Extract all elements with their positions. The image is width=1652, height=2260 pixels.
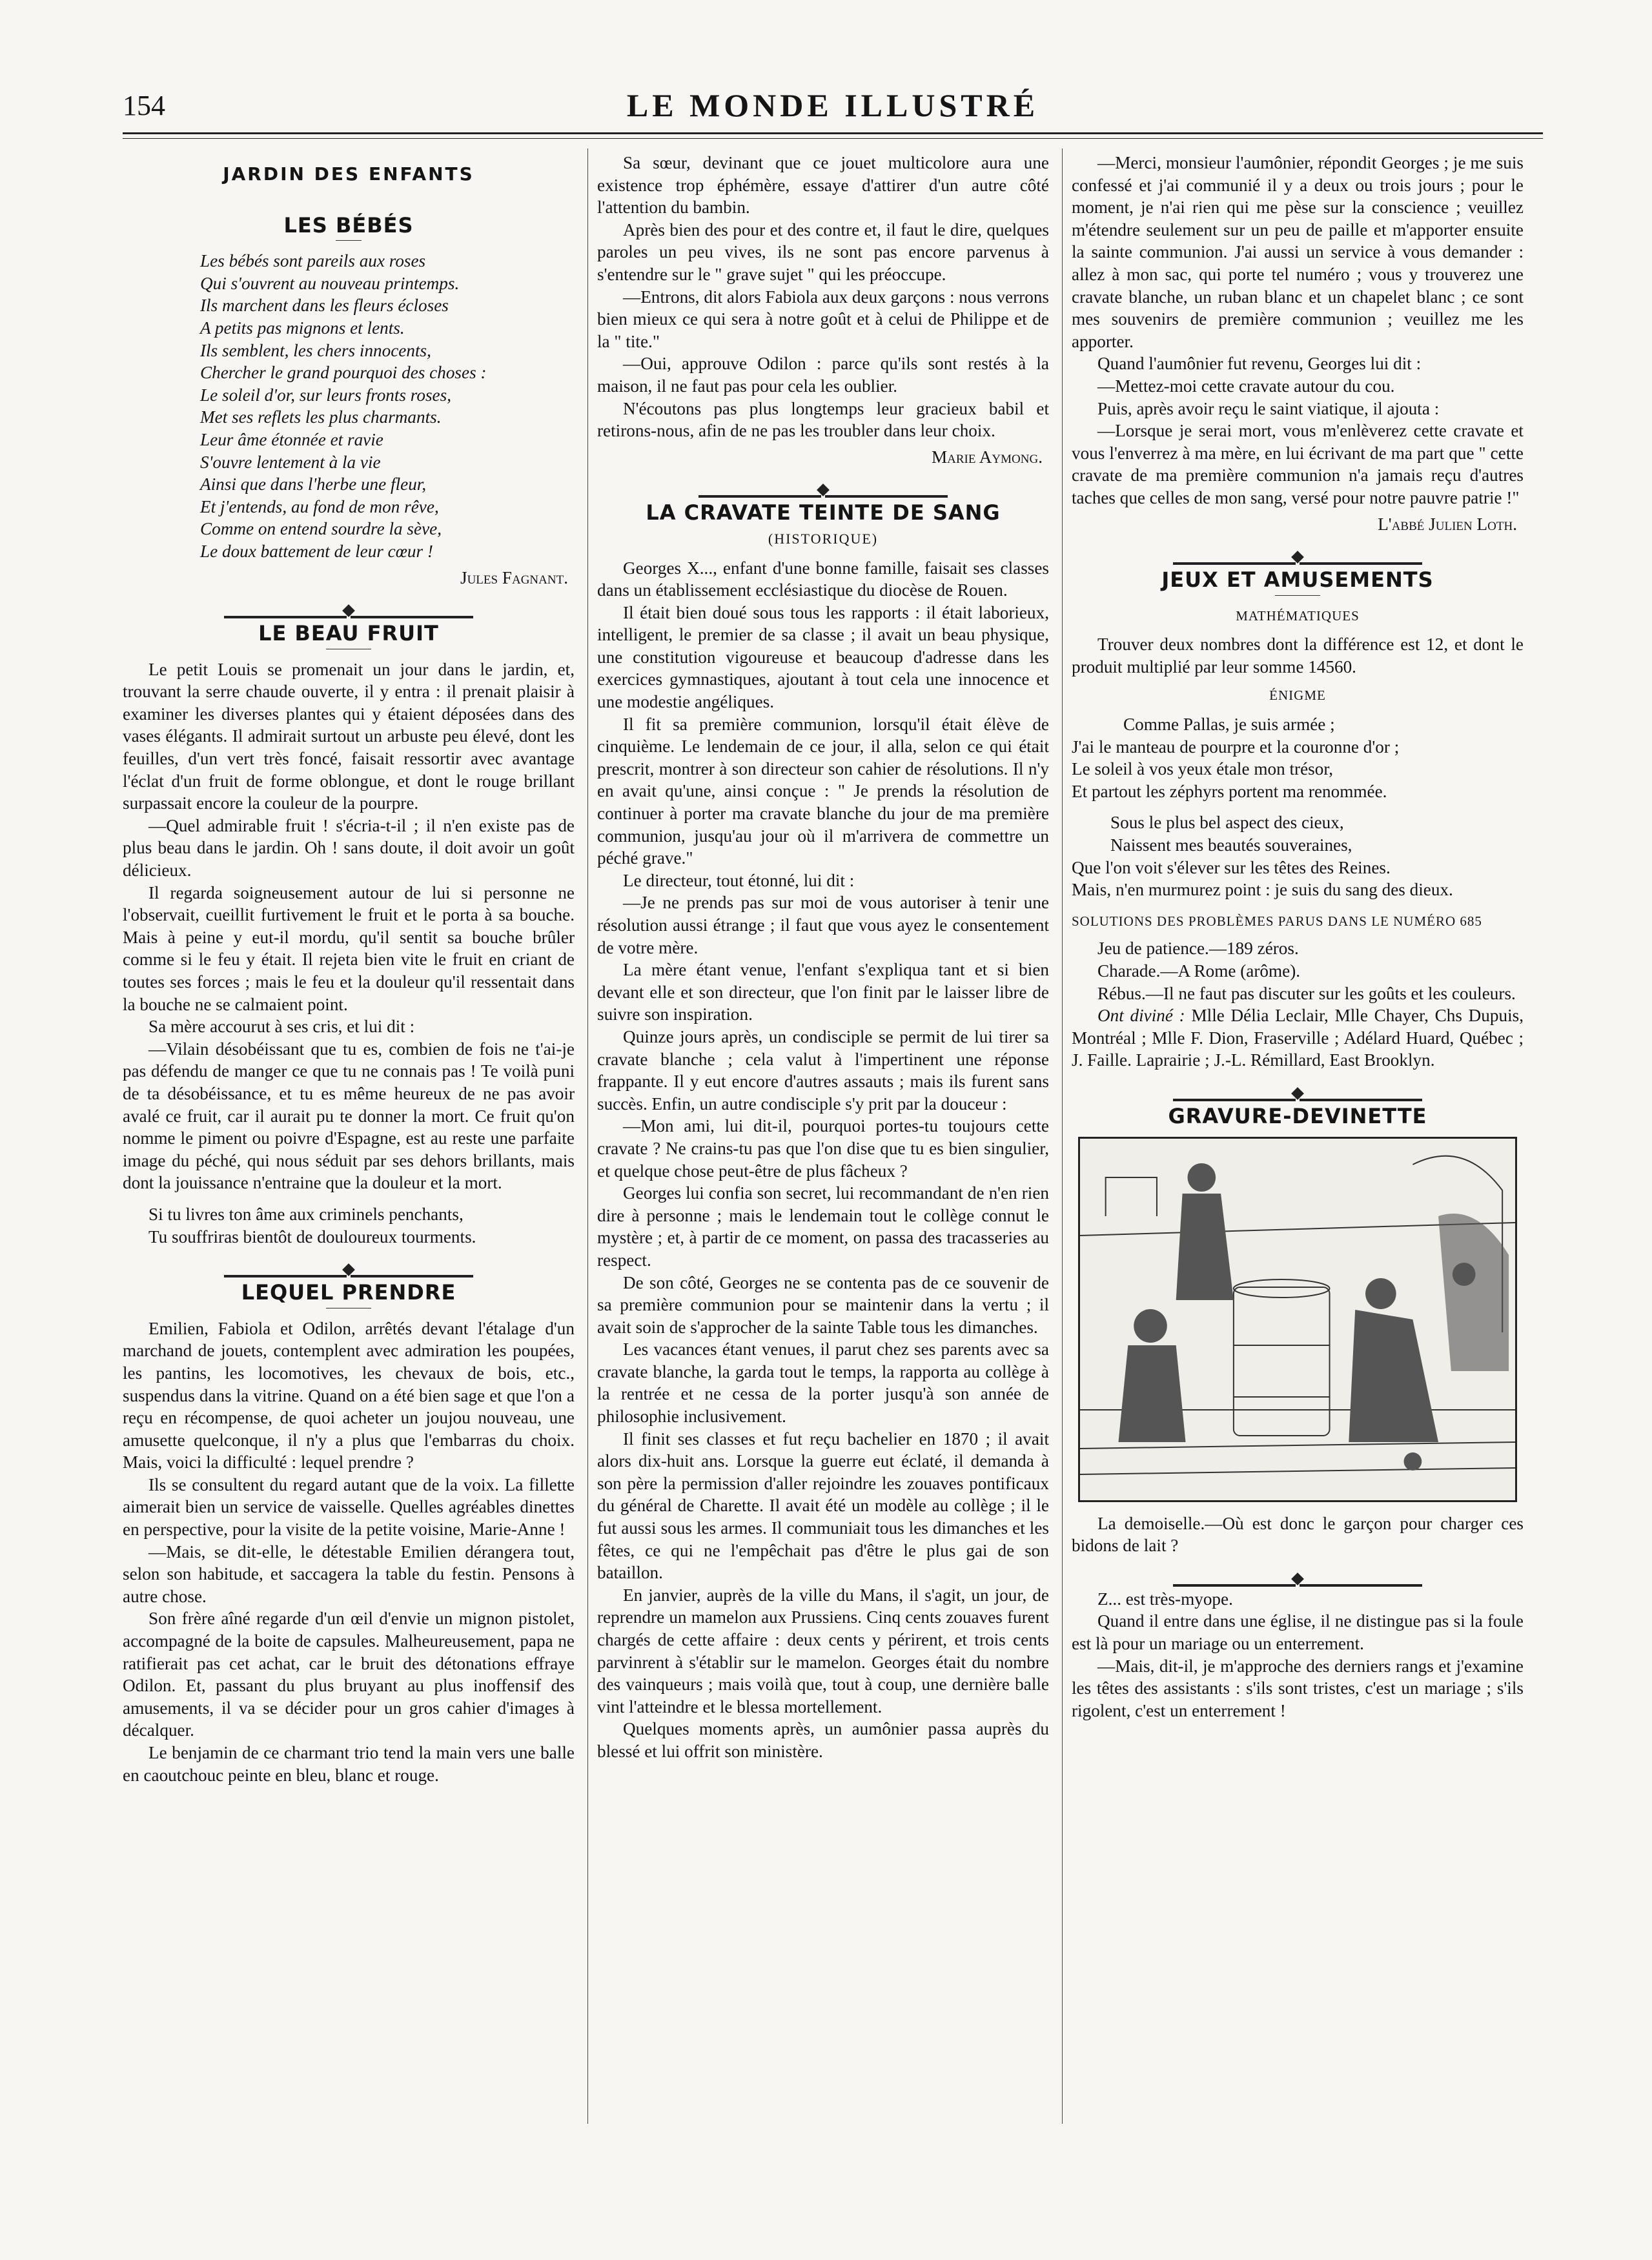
paragraph: —Mon ami, lui dit-il, pourquoi portes-tu toujours cette cravate ? Ne crains-tu pas que l'on dise que tu es bien singulier, et quelque chose peut-être de plus fâcheux ?	[597, 1116, 1049, 1181]
paragraph: Sa mère accourut à ses cris, et lui dit :	[148, 1017, 415, 1037]
poem-line: Le doux battement de leur cœur !	[200, 541, 433, 561]
solvers-label: Ont diviné :	[1097, 1006, 1185, 1026]
poem-line: Leur âme étonnée et ravie	[200, 429, 383, 449]
poem-line: Les bébés sont pareils aux roses	[200, 251, 426, 271]
poem-line: Chercher le grand pourquoi des choses :	[200, 363, 487, 383]
paragraph: De son côté, Georges ne se contenta pas de ce souvenir de sa première communion pour se maintenir dans la vertu ; il avait soin de s'approcher de la sainte Table tous les dimanches.	[597, 1272, 1049, 1337]
ornament-separator	[1072, 547, 1524, 558]
solution-item: Jeu de patience.—189 zéros.	[1097, 939, 1299, 959]
ornament-separator	[123, 1259, 575, 1271]
article-subtitle: (HISTORIQUE)	[768, 530, 879, 547]
verse-line: Comme Pallas, je suis armée ;	[1123, 715, 1335, 735]
solutions-label: SOLUTIONS DES PROBLÈMES PARUS DANS LE NUMÉRO 685	[1072, 913, 1482, 929]
poem-line: Ils semblent, les chers innocents,	[200, 340, 431, 360]
article-title: LEQUEL PRENDRE	[241, 1280, 456, 1305]
poem-line: S'ouvre lentement à la vie	[200, 452, 381, 472]
paragraph: —Lorsque je serai mort, vous m'enlèverez cette cravate et vous l'enverrez à ma mère, en lui écrivant de ma part que " cette cravate de ma première communion n'a jamais reçu d'autres taches que celles de mon sang, versé pour notre pauvre patrie !"	[1072, 421, 1524, 507]
paragraph: Georges X..., enfant d'une bonne famille, faisait ses classes dans un établissement ecclésiastique du diocèse de Rouen.	[597, 558, 1049, 600]
article-title: JEUX ET AMUSEMENTS	[1161, 567, 1434, 593]
column-2	[597, 152, 1049, 1763]
paragraph: —Je ne prends pas sur moi de vous autoriser à tenir une résolution aussi étrange ; il faut que vous ayez le consentement de votre mère.	[597, 893, 1049, 957]
subsection-label: MATHÉMATIQUES	[1236, 607, 1360, 624]
page-number: 154	[123, 90, 165, 121]
masthead	[123, 84, 1543, 129]
paragraph: Quinze jours après, un condisciple se permit de lui tirer sa cravate blanche ; cela valut à l'impertinent une réponse frappante. Il y eut encore d'autres assauts ; mais ils furent sans succès. Enfin, un autre condisciple s'y prit par la douceur :	[597, 1026, 1049, 1114]
paragraph: Quand l'aumônier fut revenu, Georges lui dit :	[1097, 354, 1422, 374]
paragraph: —Mais, dit-il, je m'approche des derniers rangs et j'examine les têtes des assistants : s'ils sont tristes, c'est un mariage ; s'ils rigolent, c'est un enterrement !	[1072, 1656, 1524, 1720]
poem-stanza	[200, 496, 575, 563]
ornament-separator	[1072, 1569, 1524, 1580]
article-title: GRAVURE-DEVINETTE	[1168, 1103, 1427, 1128]
paragraph: Après bien des pour et des contre et, il faut le dire, quelques paroles un peu vives, ils ne sont pas encore parvenus à s'entendre sur le " grave sujet " qui les préoccupe.	[597, 219, 1049, 284]
verse-line: Et partout les zéphyrs portent ma renommée.	[1072, 781, 1387, 801]
paragraph: Son frère aîné regarde d'un œil d'envie un mignon pistolet, accompagné de la boite de capsules. Malheureusement, papa ne ratifierait pas cet achat, car le bruit des détonations effraye Odilon. Et, passant du plus bruyant au plus inoffensif des amusements, il va se décider pour un gros cahier d'images à décalquer.	[123, 1609, 575, 1740]
paragraph: Il regarda soigneusement autour de lui si personne ne l'observait, cueillit furtivement le fruit et le porta à sa bouche. Mais à peine y eut-il mordu, qu'il sentit sa bouche brûler comme si le feu y était. Il rejeta bien vite le fruit en criant de toutes ses forces ; mais le feu et la douleur qu'il ressentait dans la bouche ne se calmaient point.	[123, 882, 575, 1014]
poem-stanza	[200, 250, 575, 339]
poem-line: Et j'entends, au fond de mon rêve,	[200, 496, 439, 516]
poem-line: Met ses reflets les plus charmants.	[200, 407, 442, 427]
paragraph: Georges lui confia son secret, lui recommandant de n'en rien dire à personne ; mais le lendemain tout le collège connut le mystère ; et, à partir de ce moment, on passa des tracasseries au respect.	[597, 1183, 1049, 1270]
paragraph: Le benjamin de ce charmant trio tend la main vers une balle en caoutchouc peinte en bleu, blanc et rouge.	[123, 1743, 575, 1785]
paragraph: Les vacances étant venues, il parut chez ses parents avec sa cravate blanche, la garda tout le temps, la rapporta au collège à la rentrée et ne cessa de la porter jusqu'à son année de philosophie inclusivement.	[597, 1339, 1049, 1427]
solvers-names: Mlle Délia Leclair, Mlle Chayer, Chs Dupuis, Montréal ; Mlle F. Dion, Fraserville ; Adélard Huard, Québec ; J. Faille. Laprairie ; J.-L. Rémillard, East Brooklyn.	[1072, 1006, 1524, 1070]
paragraph: Emilien, Fabiola et Odilon, arrêtés devant l'étalage d'un marchand de jouets, contemplent avec admiration les poupées, les pantins, les locomotives, les chevaux de bois, etc., suspendus dans la vitrine. Quand on a été bien sage et que l'on a reçu en récompense, de quoi acheter un joujou nouveau, une amusette quelconque, il n'y a plus que l'embarras du choix. Mais, voici la difficulté : lequel prendre ?	[123, 1318, 575, 1472]
verse-line: J'ai le manteau de pourpre et la couronne d'or ;	[1072, 737, 1400, 757]
verse-line: Naissent mes beautés souveraines,	[1110, 835, 1352, 855]
ornament-separator	[123, 600, 575, 612]
author-signature: Marie Aymong.	[931, 447, 1043, 467]
verse-line: Sous le plus bel aspect des cieux,	[1110, 813, 1344, 833]
article-title: LE BEAU FRUIT	[258, 621, 439, 646]
poem-line: Le soleil d'or, sur leurs fronts roses,	[200, 385, 451, 405]
engraving-image	[1080, 1139, 1515, 1500]
paragraph: —Oui, approuve Odilon : parce qu'ils sont restés à la maison, il ne faut pas pour cela les oublier.	[597, 354, 1049, 396]
poem-stanza	[200, 429, 575, 496]
title-rule	[1275, 595, 1320, 596]
author-signature: L'abbé Julien Loth.	[1378, 514, 1517, 534]
paragraph: En janvier, auprès de la ville du Mans, il s'agit, un jour, de reprendre un mamelon aux Prussiens. Cinq cents zouaves furent chargés de cette affaire : deux cents y périrent, et trois cents parvinrent à s'établir sur le mamelon. Georges était du nombre des vainqueurs ; mais voilà que, tout à coup, une dernière balle vint l'atteindre et le blessa mortellement.	[597, 1585, 1049, 1716]
verse-line: Mais, n'en murmurez point : je suis du sang des dieux.	[1072, 880, 1453, 900]
paragraph: —Mais, se dit-elle, le détestable Emilien dérangera tout, selon son habitude, et saccagera la table du festin. Pensons à autre chose.	[123, 1542, 575, 1606]
journal-title: LE MONDE ILLUSTRÉ	[626, 87, 1039, 123]
paragraph: Ils se consultent du regard autant que de la voix. La fillette aimerait bien un service de vaisselle. Quelles agréables dinettes en perspective, pour la visite de la petite voisine, Marie-Anne !	[123, 1474, 575, 1540]
author-signature: Jules Fagnant.	[460, 567, 568, 587]
paragraph: Z... est très-myope.	[1097, 1589, 1233, 1609]
paragraph: Quand il entre dans une église, il ne distingue pas si la foule est là pour un mariage ou un enterrement.	[1072, 1611, 1524, 1653]
article-title: LA CRAVATE TEINTE DE SANG	[646, 500, 1001, 525]
verse-line: Tu souffriras bientôt de douloureux tourments.	[148, 1227, 476, 1247]
verse-line: Que l'on voit s'élever sur les têtes des Reines.	[1072, 857, 1391, 877]
paragraph: Il finit ses classes et fut reçu bachelier en 1870 ; il avait alors dix-huit ans. Lorsque la guerre eut éclaté, il demanda à son père la permission d'aller rejoindre les zouaves pontificaux du général de Charette. Il avait été un modèle au collège ; il le fut aussi sous les armes. Il communiait tous les dimanches et les fêtes, ce qui ne l'empêchait pas d'être le plus gai de son bataillon.	[597, 1429, 1049, 1583]
paragraph: Puis, après avoir reçu le saint viatique, il ajouta :	[1097, 398, 1440, 418]
article-title: LES BÉBÉS	[283, 212, 414, 238]
paragraph: —Vilain désobéissant que tu es, combien de fois ne t'ai-je pas défendu de manger ce que tu ne connais pas ! Te voilà puni de ta désobéissance, et tu es même heureux de ne pas avoir avalé ce fruit, car il aurait pu te donner la mort. Ce fruit qu'on nomme le piment ou poivre d'Espagne, est au reste une parfaite image du péché, qui nous séduit par ses dehors brillants, mais dont la jouissance n'entraine que la douleur et la mort.	[123, 1039, 575, 1193]
poem	[123, 250, 575, 562]
column-3	[1072, 152, 1524, 1722]
paragraph: —Merci, monsieur l'aumônier, répondit Georges ; je me suis confessé et j'ai communié il y a deux ou trois jours ; pour le moment, je n'ai rien qui me pèse sur la conscience ; veuillez m'étendre seulement sur un peu de paille et m'apporter ensuite la sainte communion. J'ai aussi un service à vous demander : allez à mon sac, qui porte tel numéro ; vous y trouverez une cravate blanche, un ruban blanc et un chapelet blanc ; ce sont mes souvenirs de première communion ; veuillez me les apporter.	[1072, 153, 1524, 351]
poem-line: A petits pas mignons et lents.	[200, 318, 405, 338]
ornament-separator	[597, 480, 1049, 491]
verse-line: Si tu livres ton âme aux criminels penchants,	[148, 1204, 464, 1224]
column-divider	[1062, 148, 1063, 2124]
solution-item: Charade.—A Rome (arôme).	[1097, 961, 1301, 981]
paragraph: Le petit Louis se promenait un jour dans le jardin, et, trouvant la serre chaude ouverte, il y entra : il prenait plaisir à examiner les diverses plantes qui y étaient déposées dans des vases élégants. Il admirait surtout un arbuste peu élevé, dont les feuilles, d'un vert très foncé, faisait ressortir avec avantage l'éclat d'un fruit de forme oblongue, et dont le rouge brillant surpassait encore la couleur de la pourpre.	[123, 659, 575, 813]
paragraph: —Mettez-moi cette cravate autour du cou.	[1097, 376, 1395, 396]
solvers-list	[1072, 1004, 1524, 1072]
header-rule-thin	[123, 138, 1543, 139]
poem-line: Comme on entend sourdre la sève,	[200, 519, 442, 539]
moral-verse	[123, 1203, 575, 1248]
paragraph: —Entrons, dit alors Fabiola aux deux garçons : nous verrons bien mieux ce qui sera à notre goût et à celui de Philippe et de la " tite."	[597, 287, 1049, 351]
title-rule	[336, 240, 362, 241]
illustration-caption: La demoiselle.—Où est donc le garçon pour charger ces bidons de lait ?	[1072, 1513, 1524, 1556]
column-divider	[587, 148, 588, 2124]
poem-line: Qui s'ouvrent au nouveau printemps.	[200, 273, 460, 293]
verse-line: Le soleil à vos yeux étale mon trésor,	[1072, 759, 1334, 779]
paragraph: —Quel admirable fruit ! s'écria-t-il ; il n'en existe pas de plus beau dans le jardin. Oh ! sans doute, il doit avoir un goût délicieux.	[123, 815, 575, 881]
solution-item: Rébus.—Il ne faut pas discuter sur les goûts et les couleurs.	[1097, 983, 1516, 1003]
enigma-verse	[1072, 713, 1524, 901]
paragraph: N'écoutons pas plus longtemps leur gracieux babil et retirons-nous, afin de ne pas les troubler dans leur choix.	[597, 398, 1049, 441]
paragraph: Quelques moments après, un aumônier passa auprès du blessé et lui offrit son ministère.	[597, 1719, 1049, 1761]
column-1	[123, 152, 575, 1786]
ornament-separator	[1072, 1083, 1524, 1095]
paragraph: Il était bien doué sous tous les rapports : il était laborieux, intelligent, le premier de sa classe ; il avait un beau physique, une constitution vigoureuse et beaucoup d'adresse dans les exercices gymnastiques, ajoutant à tout cela une innocence et une modestie angéliques.	[597, 602, 1049, 712]
poem-line: Ils marchent dans les fleurs écloses	[200, 296, 449, 316]
header-rule	[123, 132, 1543, 134]
paragraph: Sa sœur, devinant que ce jouet multicolore aura une existence trop éphémère, essaye d'attirer d'un autre côté l'attention du bambin.	[597, 153, 1049, 218]
section-title: JARDIN DES ENFANTS	[223, 163, 474, 185]
poem-stanza	[200, 340, 575, 429]
engraving-illustration	[1078, 1137, 1517, 1502]
paragraph: Il fit sa première communion, lorsqu'il était élève de cinquième. Le lendemain de ce jour, il alla, selon ce qui était prescrit, montrer à son directeur son cahier de résolutions. Il n'y en avait qu'une, ainsi conçue : " Je prends la résolution de continuer à porter ma cravate blanche du jour de ma première communion, jusqu'au jour où il m'arrivera de commettre un péché grave."	[597, 714, 1049, 868]
paragraph: Le directeur, tout étonné, lui dit :	[623, 870, 855, 890]
paragraph: Trouver deux nombres dont la différence est 12, et dont le produit multiplié par leur somme 14560.	[1072, 635, 1524, 677]
subsection-label: ÉNIGME	[1269, 687, 1326, 704]
paragraph: La mère étant venue, l'enfant s'expliqua tant et si bien devant elle et son directeur, que l'on finit par le laisser libre de suivre son inspiration.	[597, 960, 1049, 1024]
poem-line: Ainsi que dans l'herbe une fleur,	[200, 474, 427, 494]
